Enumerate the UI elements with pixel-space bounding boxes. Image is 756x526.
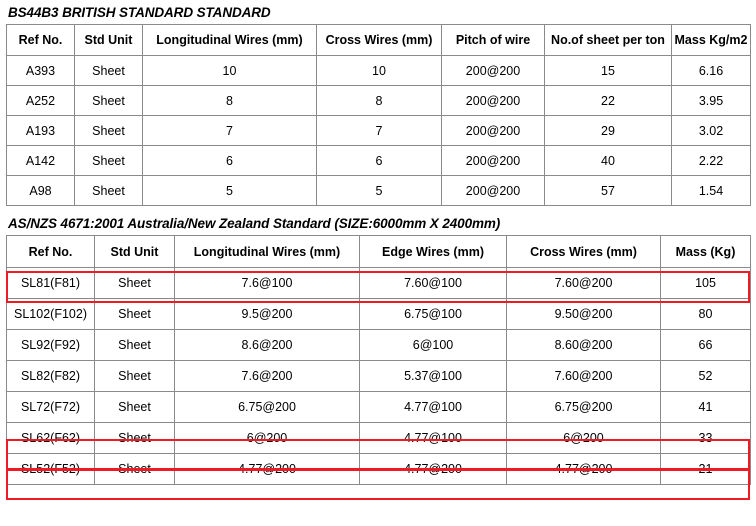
cell-mass: 6.16 [672,56,751,86]
column-header: Cross Wires (mm) [507,236,661,268]
column-header: No.of sheet per ton [545,25,672,56]
table-row [7,116,751,146]
column-header: Mass (Kg) [661,236,751,268]
cell-pitch-of-wire: 200@200 [442,146,545,176]
cell-longitudinal-wires: 10 [143,56,317,86]
table-row [7,361,751,392]
cell-sheets-per-ton: 22 [545,86,672,116]
cell-cross-wires: 6.75@200 [507,392,661,423]
cell-cross-wires: 8.60@200 [507,330,661,361]
table-row [7,392,751,423]
cell-cross-wires: 7.60@200 [507,361,661,392]
cell-cross-wires: 10 [317,56,442,86]
cell-cross-wires: 7.60@200 [507,268,661,299]
cell-cross-wires: 7 [317,116,442,146]
cell-mass: 3.95 [672,86,751,116]
cell-mass: 105 [661,268,751,299]
cell-ref-no: A252 [7,86,75,116]
column-header: Ref No. [7,25,75,56]
table-row [7,56,751,86]
table-bs44b3 [6,24,751,206]
cell-std-unit: Sheet [95,330,175,361]
table-row [7,268,751,299]
cell-pitch-of-wire: 200@200 [442,86,545,116]
cell-mass: 21 [661,454,751,485]
cell-cross-wires: 6@200 [507,423,661,454]
table-2-caption: AS/NZS 4671:2001 Australia/New Zealand Standard (SIZE:6000mm X 2400mm) [8,216,501,231]
cell-ref-no: A393 [7,56,75,86]
table-asnzs [6,235,751,485]
section-bs44b3 [0,5,756,206]
cell-sheets-per-ton: 15 [545,56,672,86]
cell-ref-no: SL102(F102) [7,299,95,330]
cell-ref-no: SL82(F82) [7,361,95,392]
table-header-row [7,25,751,56]
cell-std-unit: Sheet [95,423,175,454]
cell-cross-wires: 6 [317,146,442,176]
table-row [7,423,751,454]
cell-mass: 41 [661,392,751,423]
cell-edge-wires: 4.77@100 [360,423,507,454]
cell-sheets-per-ton: 29 [545,116,672,146]
cell-longitudinal-wires: 6.75@200 [175,392,360,423]
cell-mass: 1.54 [672,176,751,206]
column-header: Mass Kg/m2 [672,25,751,56]
cell-longitudinal-wires: 7.6@100 [175,268,360,299]
cell-cross-wires: 8 [317,86,442,116]
column-header: Pitch of wire [442,25,545,56]
cell-std-unit: Sheet [75,146,143,176]
column-header: Std Unit [95,236,175,268]
cell-longitudinal-wires: 6 [143,146,317,176]
column-header: Cross Wires (mm) [317,25,442,56]
column-header: Longitudinal Wires (mm) [175,236,360,268]
cell-longitudinal-wires: 6@200 [175,423,360,454]
column-header: Edge Wires (mm) [360,236,507,268]
cell-edge-wires: 6.75@100 [360,299,507,330]
document-page [0,5,756,526]
cell-edge-wires: 5.37@100 [360,361,507,392]
cell-ref-no: A193 [7,116,75,146]
cell-longitudinal-wires: 7.6@200 [175,361,360,392]
cell-std-unit: Sheet [95,392,175,423]
cell-ref-no: SL62(F62) [7,423,95,454]
cell-longitudinal-wires: 9.5@200 [175,299,360,330]
cell-std-unit: Sheet [75,86,143,116]
cell-ref-no: SL52(F52) [7,454,95,485]
cell-edge-wires: 4.77@100 [360,392,507,423]
cell-std-unit: Sheet [95,268,175,299]
cell-std-unit: Sheet [75,56,143,86]
cell-std-unit: Sheet [95,454,175,485]
cell-longitudinal-wires: 8.6@200 [175,330,360,361]
cell-mass: 3.02 [672,116,751,146]
section-asnzs [0,216,756,485]
cell-ref-no: SL92(F92) [7,330,95,361]
column-header: Longitudinal Wires (mm) [143,25,317,56]
cell-mass: 2.22 [672,146,751,176]
table-header-row [7,236,751,268]
cell-mass: 66 [661,330,751,361]
cell-std-unit: Sheet [75,116,143,146]
table-row [7,299,751,330]
cell-std-unit: Sheet [95,361,175,392]
table-1-caption: BS44B3 BRITISH STANDARD STANDARD [8,5,271,20]
cell-cross-wires: 9.50@200 [507,299,661,330]
cell-longitudinal-wires: 5 [143,176,317,206]
cell-longitudinal-wires: 4.77@200 [175,454,360,485]
cell-mass: 33 [661,423,751,454]
cell-pitch-of-wire: 200@200 [442,116,545,146]
cell-ref-no: A142 [7,146,75,176]
cell-mass: 80 [661,299,751,330]
cell-std-unit: Sheet [75,176,143,206]
cell-ref-no: SL81(F81) [7,268,95,299]
table-row [7,330,751,361]
cell-pitch-of-wire: 200@200 [442,176,545,206]
table-row [7,176,751,206]
cell-sheets-per-ton: 57 [545,176,672,206]
cell-longitudinal-wires: 7 [143,116,317,146]
column-header: Ref No. [7,236,95,268]
table-row [7,454,751,485]
cell-std-unit: Sheet [95,299,175,330]
cell-sheets-per-ton: 40 [545,146,672,176]
cell-cross-wires: 5 [317,176,442,206]
cell-edge-wires: 6@100 [360,330,507,361]
column-header: Std Unit [75,25,143,56]
cell-longitudinal-wires: 8 [143,86,317,116]
cell-cross-wires: 4.77@200 [507,454,661,485]
cell-pitch-of-wire: 200@200 [442,56,545,86]
cell-ref-no: SL72(F72) [7,392,95,423]
table-row [7,146,751,176]
cell-edge-wires: 7.60@100 [360,268,507,299]
table-row [7,86,751,116]
cell-ref-no: A98 [7,176,75,206]
cell-mass: 52 [661,361,751,392]
cell-edge-wires: 4.77@200 [360,454,507,485]
